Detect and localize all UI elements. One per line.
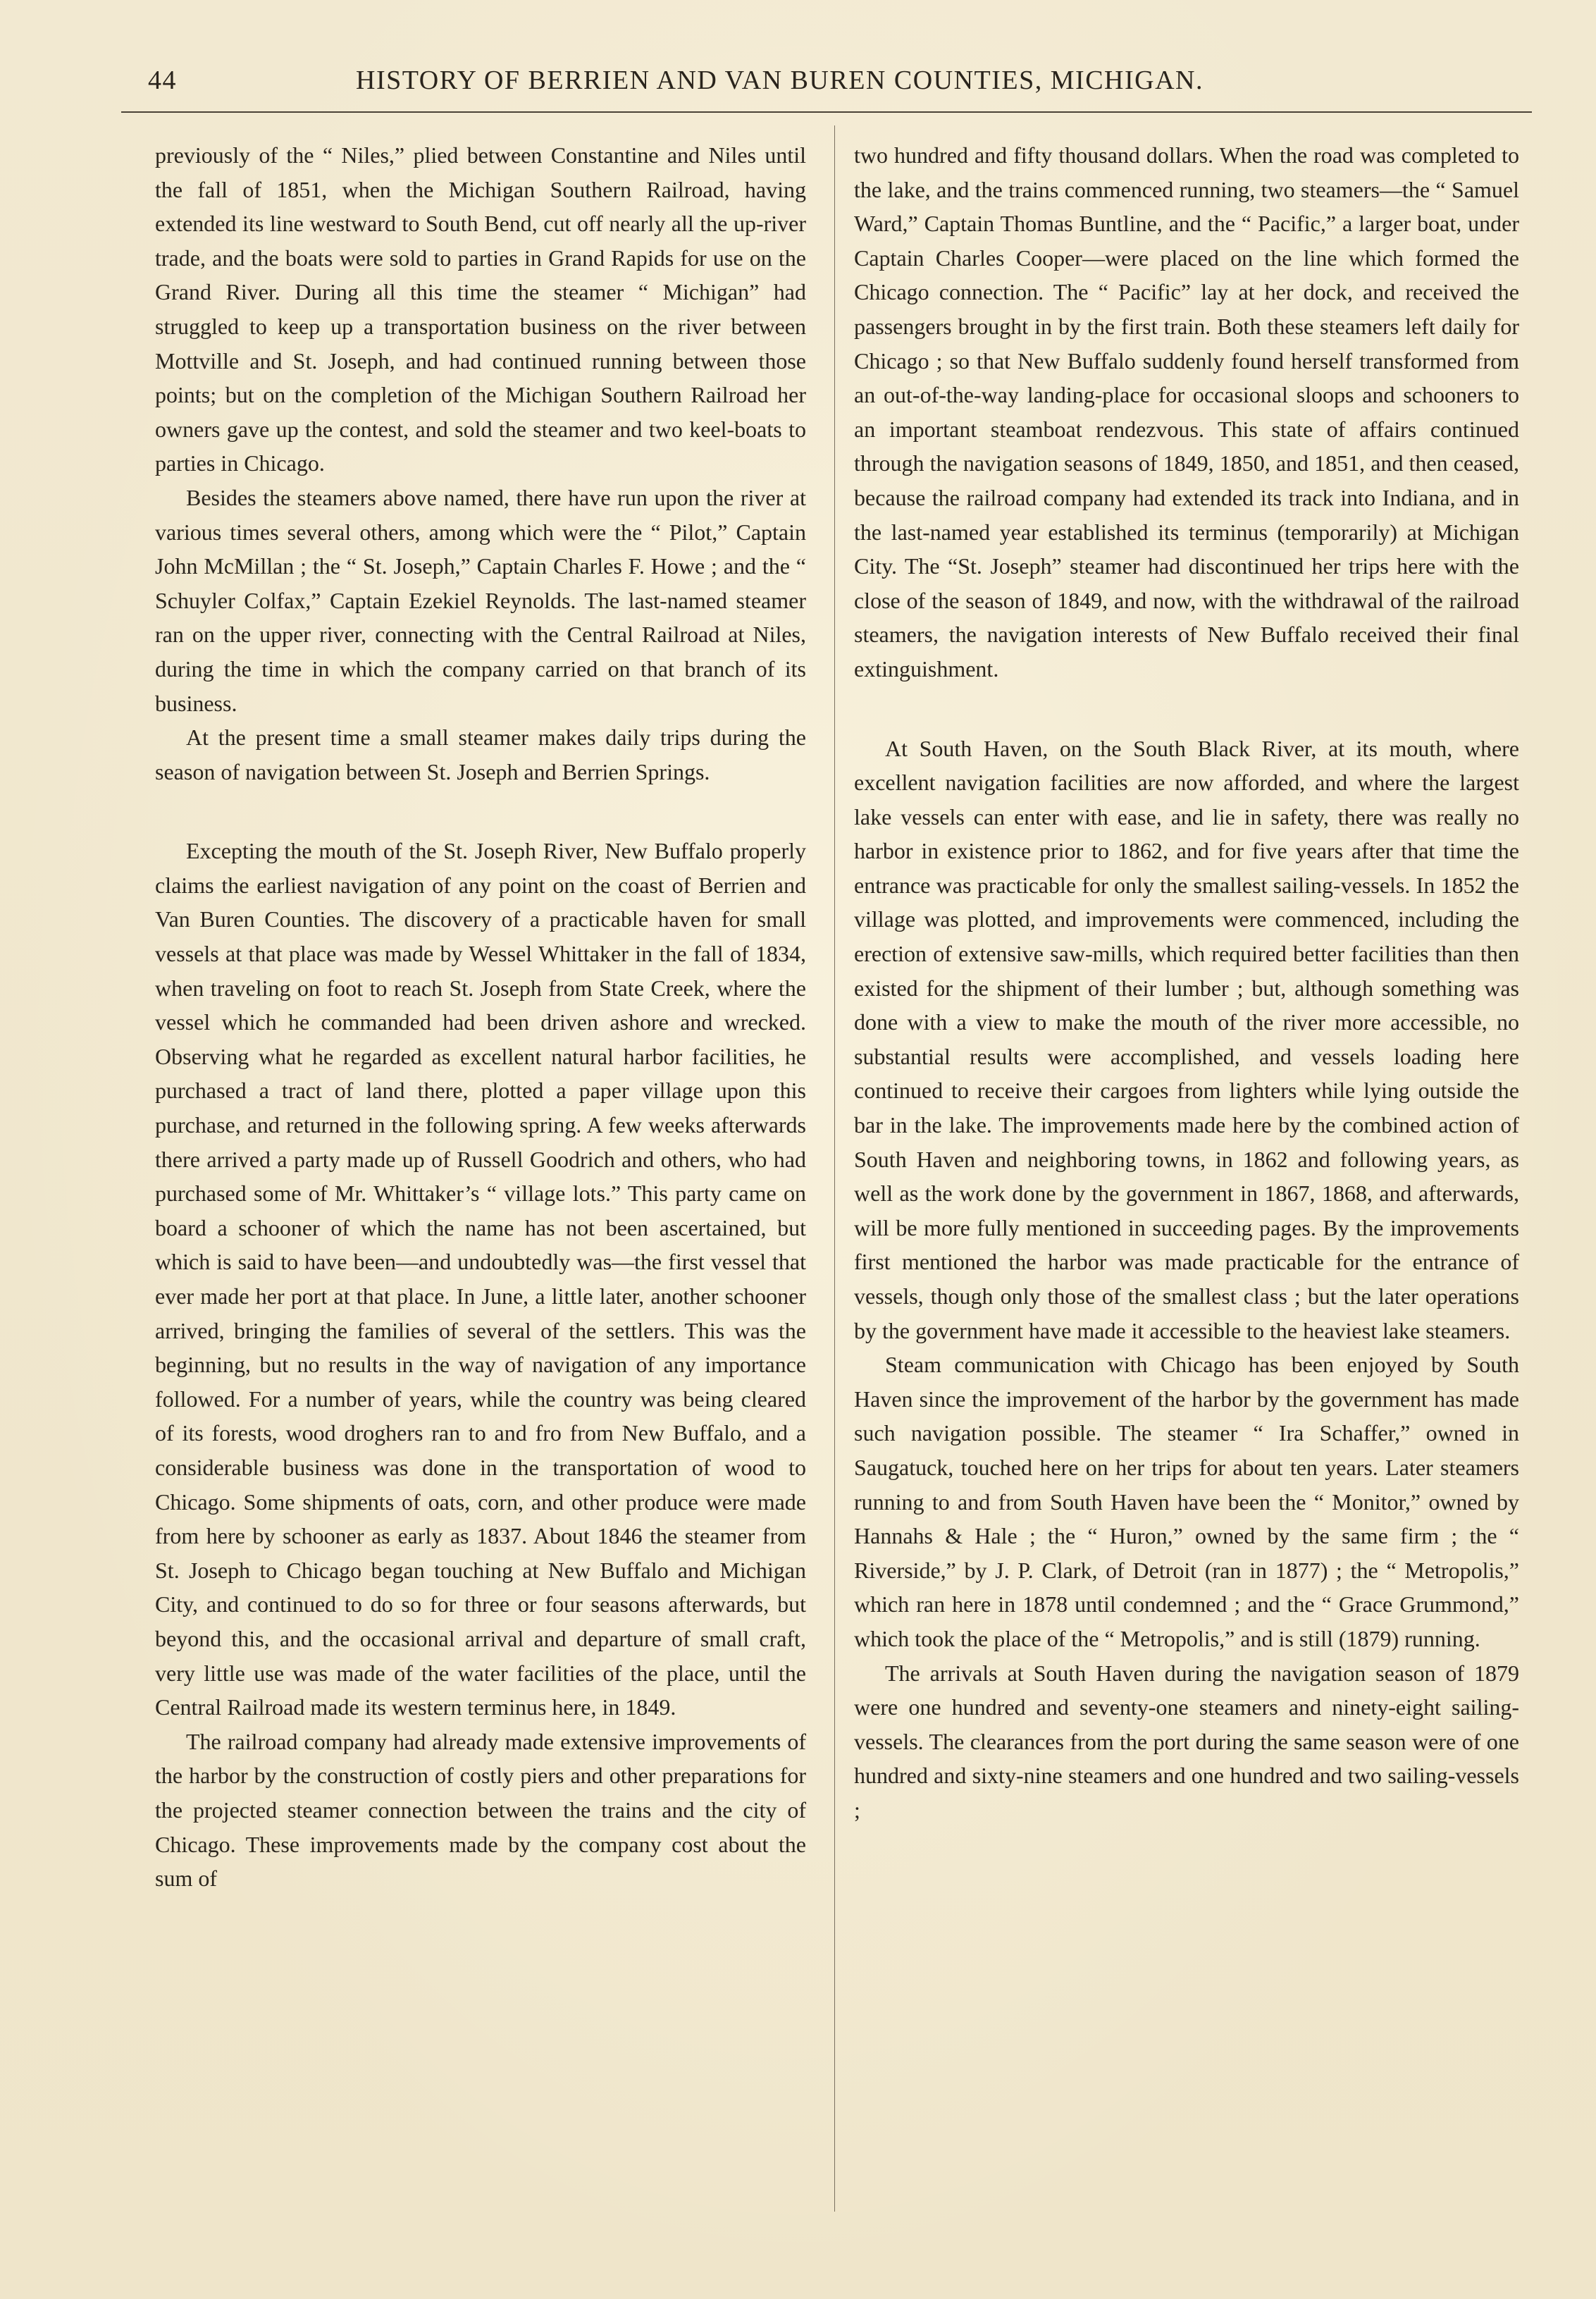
paragraph: two hundred and fifty thousand dollars. When the road was completed to the lake, and the trains commenced running, two steamers—the “ Samuel Ward,” Captain Thomas Buntline, and the “ Pacific,” a larger boat, under Captain Charles Cooper—were placed on the line which formed the Chicago connection. The “ Pacific” lay at her dock, and received the passengers brought in by the first train. Both these steamers left daily for Chicago ; so that New Buffalo suddenly found herself transformed from an out-of-the-way landing-place for occasional sloops and schooners to an important steamboat rendezvous. This state of affairs continued through the navigation seasons of 1849, 1850, and 1851, and then ceased, because the railroad company had extended its track into Indiana, and in the last-named year established its terminus (temporarily) at Michigan City. The “St. Joseph” steamer had discontinued her trips here with the close of the season of 1849, and now, with the withdrawal of the railroad steamers, the navigation interests of New Buffalo received their final extinguishment. bbox=[854, 142, 1519, 682]
running-title: HISTORY OF BERRIEN AND VAN BUREN COUNTIES, MICHIGAN. bbox=[356, 66, 1204, 95]
paragraph: The arrivals at South Haven during the navigation season of 1879 were one hundred and seventy-one steamers and ninety-eight sailing-vessels. The clearances from the port during the same season were of one hundred and sixty-nine steamers and one hundred and two sailing-vessels ; bbox=[854, 1660, 1519, 1823]
paragraph: Excepting the mouth of the St. Joseph River, New Buffalo properly claims the earliest navigation of any point on the coast of Berrien and Van Buren Counties. The discovery of a practicable haven for small vessels at that place was made by Wessel Whittaker in the fall of 1834, when traveling on foot to reach St. Joseph from State Creek, where the vessel which he commanded had been driven ashore and wrecked. Observing what he regarded as excellent natural harbor facilities, he purchased a tract of land there, plotted a paper village upon this purchase, and returned in the following spring. A few weeks afterwards there arrived a party made up of Russell Goodrich and others, who had purchased some of Mr. Whittaker’s “ village lots.” This party came on board a schooner of which the name has not been ascertained, but which is said to have been—and undoubtedly was—the first vessel that ever made her port at that place. In June, a little later, another schooner arrived, bringing the families of several of the settlers. This was the beginning, but no results in the way of navigation of any importance followed. For a number of years, while the country was being cleared of its forests, wood droghers ran to and fro from New Buffalo, and a considerable business was done in the transportation of wood to Chicago. Some shipments of oats, corn, and other produce were made from here by schooner as early as 1837. About 1846 the steamer from St. Joseph to Chicago began touching at New Buffalo and Michigan City, and continued to do so for three or four seasons afterwards, but beyond this, and the occasional arrival and departure of small craft, very little use was made of the water facilities of the place, until the Central Railroad made its western terminus here, in 1849. bbox=[155, 838, 806, 1720]
paragraph: Steam communication with Chicago has been enjoyed by South Haven since the improvement of the harbor by the government has made such navigation possible. The steamer “ Ira Schaffer,” owned in Saugatuck, touched here on her trips for about ten years. Later steamers running to and from South Haven have been the “ Monitor,” owned by Hannahs & Hale ; the “ Huron,” owned by the same firm ; the “ Riverside,” by J. P. Clark, of Detroit (ran in 1877) ; the “ Metropolis,” which ran here in 1878 until condemned ; and the “ Grace Grummond,” which took the place of the “ Metropolis,” and is still (1879) running. bbox=[854, 1352, 1519, 1651]
right-column bbox=[854, 138, 1519, 1828]
left-column bbox=[155, 138, 806, 1896]
paragraph: Besides the steamers above named, there have run upon the river at various times several others, among which were the “ Pilot,” Captain John McMillan ; the “ St. Joseph,” Captain Charles F. Howe ; and the “ Schuyler Colfax,” Captain Ezekiel Reynolds. The last-named steamer ran on the upper river, connecting with the Central Railroad at Niles, during the time in which the company carried on that branch of its business. bbox=[155, 484, 806, 716]
paragraph: At the present time a small steamer makes daily trips during the season of navigation between St. Joseph and Berrien Springs. bbox=[155, 725, 806, 784]
paragraph: The railroad company had already made extensive improvements of the harbor by the construction of costly piers and other preparations for the projected steamer connection between the trains and the city of Chicago. These improvements made by the company cost about the sum of bbox=[155, 1728, 806, 1892]
paragraph: At South Haven, on the South Black River, at its mouth, where excellent navigation facilities are now afforded, and where the largest lake vessels can enter with ease, and lie in safety, there was really no harbor in existence prior to 1862, and for five years after that time the entrance was practicable for only the smallest sailing-vessels. In 1852 the village was plotted, and improvements were commenced, including the erection of extensive saw-mills, which required better facilities than then existed for the shipment of their lumber ; but, although something was done with a view to make the mouth of the river more accessible, no substantial results were accomplished, and vessels loading here continued to receive their cargoes from lighters while lying outside the bar in the lake. The improvements made here by the combined action of South Haven and neighboring towns, in 1862 and following years, as well as the work done by the government in 1867, 1868, and afterwards, will be more fully mentioned in succeeding pages. By the improvements first mentioned the harbor was made practicable for the entrance of vessels, though only those of the smallest class ; but the later operations by the government have made it accessible to the heaviest lake steamers. bbox=[854, 735, 1519, 1343]
column-divider bbox=[834, 125, 835, 2212]
paragraph: previously of the “ Niles,” plied between Constantine and Niles until the fall of 1851, when the Michigan Southern Railroad, having extended its line westward to South Bend, cut off nearly all the up-river trade, and the boats were sold to parties in Grand Rapids for use on the Grand River. During all this time the steamer “ Michigan” had struggled to keep up a transportation business on the river between Mottville and St. Joseph, and had continued running between those points; but on the completion of the Michigan Southern Railroad her owners gave up the contest, and sold the steamer and two keel-boats to parties in Chicago. bbox=[155, 142, 806, 476]
page-header bbox=[148, 65, 1367, 107]
header-rule bbox=[121, 111, 1532, 113]
page-number: 44 bbox=[148, 66, 177, 95]
